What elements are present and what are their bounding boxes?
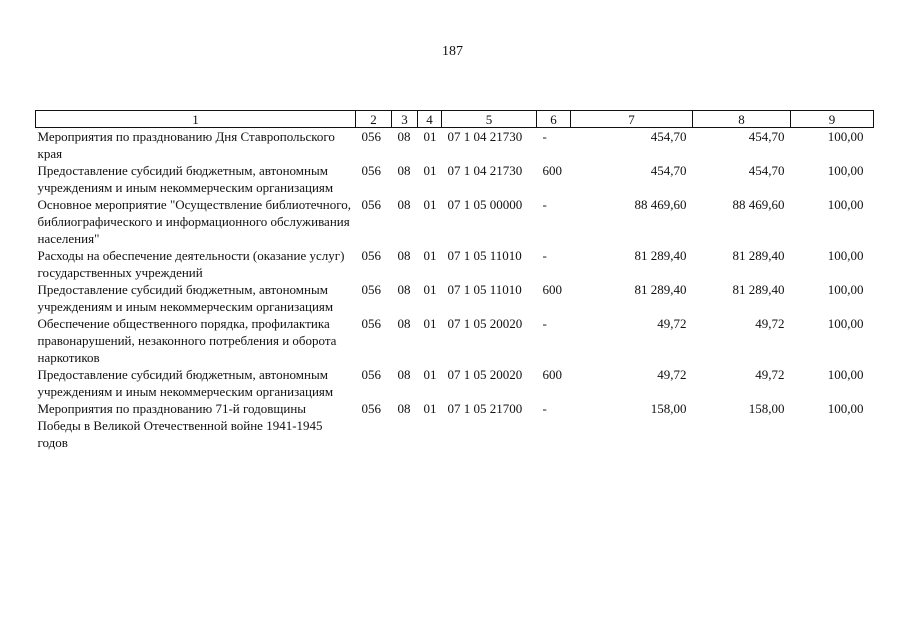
table-row: [36, 196, 874, 247]
table-row: [36, 281, 874, 315]
cell-executed: 454,70: [748, 163, 785, 178]
column-header: 4: [418, 111, 442, 128]
column-header: 2: [356, 111, 392, 128]
cell-expense-type: -: [542, 129, 547, 144]
cell-percent: 100,00: [827, 401, 864, 416]
cell-planned: 81 289,40: [634, 282, 687, 297]
cell-section: 08: [397, 316, 411, 331]
cell-executed: 158,00: [748, 401, 785, 416]
table-row: [36, 315, 874, 366]
cell-ministry: 056: [361, 282, 381, 297]
cell-executed: 81 289,40: [732, 248, 785, 263]
row-name: Обеспечение общественного порядка, профилактика правонарушений, незаконного потребления и оборота наркотиков: [37, 316, 337, 365]
cell-ministry: 056: [361, 129, 381, 144]
cell-expense-type: -: [542, 197, 547, 212]
table-row: [36, 162, 874, 196]
cell-ministry: 056: [361, 248, 381, 263]
cell-planned: 49,72: [657, 367, 687, 382]
cell-target-article: 07 1 05 21700: [447, 401, 523, 416]
cell-ministry: 056: [361, 367, 381, 382]
table-row: [36, 400, 874, 451]
column-header: 6: [537, 111, 571, 128]
cell-percent: 100,00: [827, 248, 864, 263]
cell-target-article: 07 1 05 11010: [447, 248, 522, 263]
cell-section: 08: [397, 129, 411, 144]
row-name: Предоставление субсидий бюджетным, автономным учреждениям и иным некоммерческим организациям: [37, 367, 334, 399]
cell-executed: 81 289,40: [732, 282, 785, 297]
cell-percent: 100,00: [827, 367, 864, 382]
row-name: Предоставление субсидий бюджетным, автономным учреждениям и иным некоммерческим организациям: [37, 163, 334, 195]
budget-table: [35, 110, 874, 451]
cell-planned: 454,70: [650, 129, 687, 144]
cell-subsection: 01: [423, 316, 437, 331]
row-name: Расходы на обеспечение деятельности (оказание услуг) государственных учреждений: [37, 248, 345, 280]
cell-target-article: 07 1 05 11010: [447, 282, 522, 297]
cell-section: 08: [397, 401, 411, 416]
cell-expense-type: -: [542, 316, 547, 331]
table-row: [36, 128, 874, 163]
column-header: 3: [392, 111, 418, 128]
cell-percent: 100,00: [827, 197, 864, 212]
cell-ministry: 056: [361, 401, 381, 416]
header-row: [36, 111, 874, 128]
row-name: Мероприятия по празднованию 71-й годовщины Победы в Великой Отечественной войне 1941-1945 годов: [37, 401, 323, 450]
column-header: 7: [571, 111, 693, 128]
column-header: 9: [791, 111, 874, 128]
cell-percent: 100,00: [827, 282, 864, 297]
cell-ministry: 056: [361, 163, 381, 178]
cell-expense-type: -: [542, 248, 547, 263]
cell-ministry: 056: [361, 316, 381, 331]
cell-executed: 49,72: [755, 316, 785, 331]
column-header: 5: [442, 111, 537, 128]
cell-expense-type: -: [542, 401, 547, 416]
cell-target-article: 07 1 04 21730: [447, 163, 523, 178]
cell-subsection: 01: [423, 367, 437, 382]
cell-planned: 49,72: [657, 316, 687, 331]
cell-section: 08: [397, 367, 411, 382]
row-name: Мероприятия по празднованию Дня Ставропольского края: [37, 129, 335, 161]
cell-section: 08: [397, 282, 411, 297]
cell-ministry: 056: [361, 197, 381, 212]
cell-planned: 158,00: [650, 401, 687, 416]
cell-section: 08: [397, 197, 411, 212]
cell-executed: 88 469,60: [732, 197, 785, 212]
cell-subsection: 01: [423, 163, 437, 178]
cell-planned: 454,70: [650, 163, 687, 178]
table-row: [36, 247, 874, 281]
page-number: 187: [442, 44, 463, 59]
cell-subsection: 01: [423, 197, 437, 212]
cell-subsection: 01: [423, 129, 437, 144]
cell-planned: 81 289,40: [634, 248, 687, 263]
cell-expense-type: 600: [542, 163, 562, 178]
cell-percent: 100,00: [827, 129, 864, 144]
cell-executed: 49,72: [755, 367, 785, 382]
cell-target-article: 07 1 05 00000: [447, 197, 523, 212]
row-name: Предоставление субсидий бюджетным, автономным учреждениям и иным некоммерческим организациям: [37, 282, 334, 314]
cell-subsection: 01: [423, 282, 437, 297]
cell-subsection: 01: [423, 401, 437, 416]
cell-percent: 100,00: [827, 316, 864, 331]
row-name: Основное мероприятие "Осуществление библиотечного, библиографического и информационного обслуживания населения": [37, 197, 351, 246]
cell-target-article: 07 1 05 20020: [447, 367, 523, 382]
cell-percent: 100,00: [827, 163, 864, 178]
column-header: 8: [693, 111, 791, 128]
cell-executed: 454,70: [748, 129, 785, 144]
cell-section: 08: [397, 248, 411, 263]
cell-section: 08: [397, 163, 411, 178]
cell-subsection: 01: [423, 248, 437, 263]
cell-planned: 88 469,60: [634, 197, 687, 212]
table-row: [36, 366, 874, 400]
cell-expense-type: 600: [542, 282, 562, 297]
cell-target-article: 07 1 04 21730: [447, 129, 523, 144]
column-header: 1: [36, 111, 356, 128]
cell-target-article: 07 1 05 20020: [447, 316, 523, 331]
cell-expense-type: 600: [542, 367, 562, 382]
